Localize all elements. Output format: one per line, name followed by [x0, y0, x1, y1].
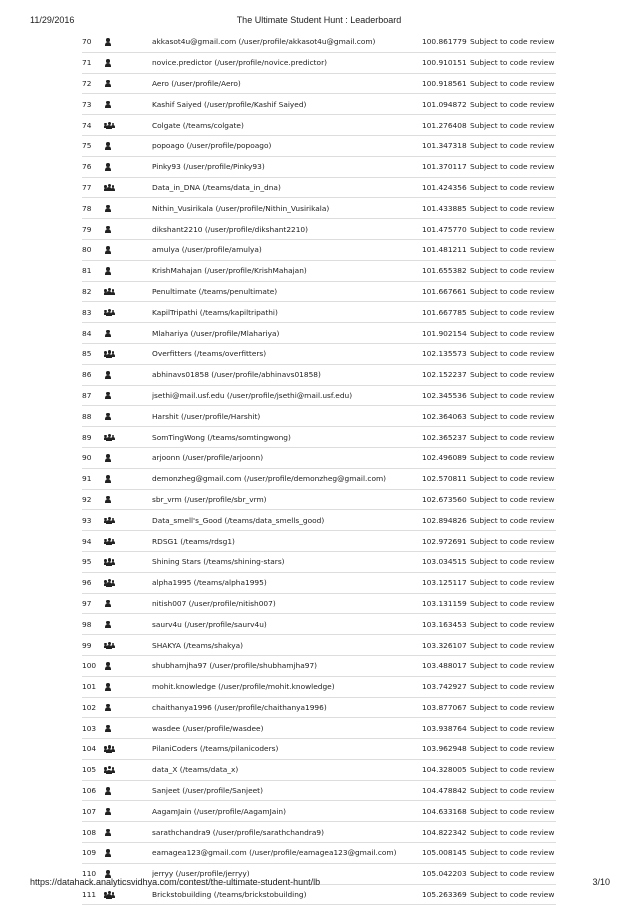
user-icon	[104, 454, 116, 462]
participant-type-cell	[104, 260, 152, 281]
team-icon	[104, 184, 116, 192]
rank-cell: 91	[82, 468, 104, 489]
table-row	[82, 635, 556, 656]
user-icon	[104, 496, 116, 504]
rank-cell: 72	[82, 73, 104, 94]
participant-link[interactable]: SHAKYA (/teams/shakya)	[152, 635, 422, 656]
score-cell: 101.433885	[422, 198, 470, 219]
score-cell: 103.938764	[422, 718, 470, 739]
user-icon	[104, 163, 116, 171]
participant-type-cell	[104, 718, 152, 739]
participant-type-cell	[104, 593, 152, 614]
score-cell: 103.877067	[422, 697, 470, 718]
participant-type-cell	[104, 94, 152, 115]
team-icon	[104, 766, 116, 774]
table-row	[82, 780, 556, 801]
rank-cell: 75	[82, 135, 104, 156]
status-cell: Subject to code review	[470, 489, 556, 510]
participant-type-cell	[104, 343, 152, 364]
user-icon	[104, 392, 116, 400]
participant-link[interactable]: Nithin_Vusirikala (/user/profile/Nithin_Vusirikala)	[152, 198, 422, 219]
table-row	[82, 531, 556, 552]
status-cell: Subject to code review	[470, 447, 556, 468]
participant-link[interactable]: KapilTripathi (/teams/kapiltripathi)	[152, 302, 422, 323]
participant-type-cell	[104, 385, 152, 406]
table-row	[82, 156, 556, 177]
score-cell: 103.326107	[422, 635, 470, 656]
team-icon	[104, 288, 116, 296]
rank-cell: 94	[82, 531, 104, 552]
team-icon	[104, 309, 116, 317]
user-icon	[104, 330, 116, 338]
table-row	[82, 364, 556, 385]
rank-cell: 93	[82, 510, 104, 531]
participant-type-cell	[104, 115, 152, 136]
participant-link[interactable]: RDSG1 (/teams/rdsg1)	[152, 531, 422, 552]
participant-type-cell	[104, 780, 152, 801]
table-row	[82, 281, 556, 302]
score-cell: 103.962948	[422, 739, 470, 760]
participant-link[interactable]: Shining Stars (/teams/shining-stars)	[152, 551, 422, 572]
status-cell: Subject to code review	[470, 385, 556, 406]
rank-cell: 97	[82, 593, 104, 614]
table-row	[82, 593, 556, 614]
status-cell: Subject to code review	[470, 343, 556, 364]
table-row	[82, 822, 556, 843]
status-cell: Subject to code review	[470, 614, 556, 635]
status-cell: Subject to code review	[470, 198, 556, 219]
participant-link[interactable]: sbr_vrm (/user/profile/sbr_vrm)	[152, 489, 422, 510]
table-row	[82, 260, 556, 281]
status-cell: Subject to code review	[470, 635, 556, 656]
score-cell: 103.163453	[422, 614, 470, 635]
participant-link[interactable]: sarathchandra9 (/user/profile/sarathchandra9)	[152, 822, 422, 843]
table-row	[82, 94, 556, 115]
user-icon	[104, 683, 116, 691]
rank-cell: 104	[82, 739, 104, 760]
participant-type-cell	[104, 655, 152, 676]
status-cell: Subject to code review	[470, 739, 556, 760]
participant-link[interactable]: Mlahariya (/user/profile/Mlahariya)	[152, 323, 422, 344]
participant-type-cell	[104, 323, 152, 344]
rank-cell: 107	[82, 801, 104, 822]
rank-cell: 106	[82, 780, 104, 801]
user-icon	[104, 475, 116, 483]
rank-cell: 85	[82, 343, 104, 364]
page-title: The Ultimate Student Hunt : Leaderboard	[236, 15, 402, 25]
score-cell: 101.094872	[422, 94, 470, 115]
participant-type-cell	[104, 676, 152, 697]
status-cell: Subject to code review	[470, 364, 556, 385]
participant-link[interactable]: AagamJain (/user/profile/AagamJain)	[152, 801, 422, 822]
user-icon	[104, 205, 116, 213]
score-cell: 103.131159	[422, 593, 470, 614]
score-cell: 103.742927	[422, 676, 470, 697]
participant-type-cell	[104, 364, 152, 385]
user-icon	[104, 662, 116, 670]
participant-type-cell	[104, 551, 152, 572]
status-cell: Subject to code review	[470, 593, 556, 614]
participant-link[interactable]: Brickstobuilding (/teams/brickstobuilding)	[152, 884, 422, 905]
score-cell: 102.972691	[422, 531, 470, 552]
participant-link[interactable]: Sanjeet (/user/profile/Sanjeet)	[152, 780, 422, 801]
rank-cell: 89	[82, 427, 104, 448]
rank-cell: 96	[82, 572, 104, 593]
user-icon	[104, 725, 116, 733]
status-cell: Subject to code review	[470, 177, 556, 198]
participant-link[interactable]: abhinavs01858 (/user/profile/abhinavs01858)	[152, 364, 422, 385]
score-cell: 102.365237	[422, 427, 470, 448]
score-cell: 101.475770	[422, 219, 470, 240]
score-cell: 102.135573	[422, 343, 470, 364]
status-cell: Subject to code review	[470, 655, 556, 676]
rank-cell: 103	[82, 718, 104, 739]
score-cell: 100.910151	[422, 52, 470, 73]
user-icon	[104, 38, 116, 46]
score-cell: 102.496089	[422, 447, 470, 468]
table-row	[82, 343, 556, 364]
status-cell: Subject to code review	[470, 759, 556, 780]
table-row	[82, 676, 556, 697]
rank-cell: 80	[82, 239, 104, 260]
table-row	[82, 551, 556, 572]
participant-link[interactable]: shubhamjha97 (/user/profile/shubhamjha97)	[152, 655, 422, 676]
leaderboard-body	[82, 32, 556, 905]
table-row	[82, 135, 556, 156]
participant-link[interactable]: Data_in_DNA (/teams/data_in_dna)	[152, 177, 422, 198]
status-cell: Subject to code review	[470, 531, 556, 552]
status-cell: Subject to code review	[470, 427, 556, 448]
status-cell: Subject to code review	[470, 510, 556, 531]
rank-cell: 87	[82, 385, 104, 406]
status-cell: Subject to code review	[470, 863, 556, 884]
user-icon	[104, 600, 116, 608]
rank-cell: 101	[82, 676, 104, 697]
participant-link[interactable]: popoago (/user/profile/popoago)	[152, 135, 422, 156]
status-cell: Subject to code review	[470, 219, 556, 240]
participant-link[interactable]: chaithanya1996 (/user/profile/chaithanya1996)	[152, 697, 422, 718]
rank-cell: 74	[82, 115, 104, 136]
user-icon	[104, 787, 116, 795]
rank-cell: 109	[82, 843, 104, 864]
score-cell: 102.345536	[422, 385, 470, 406]
table-row	[82, 801, 556, 822]
participant-type-cell	[104, 447, 152, 468]
table-row	[82, 614, 556, 635]
participant-link[interactable]: akkasot4u@gmail.com (/user/profile/akkasot4u@gmail.com)	[152, 32, 422, 52]
score-cell: 103.125117	[422, 572, 470, 593]
print-date: 11/29/2016	[30, 15, 75, 25]
user-icon	[104, 142, 116, 150]
table-row	[82, 843, 556, 864]
user-icon	[104, 704, 116, 712]
rank-cell: 86	[82, 364, 104, 385]
participant-type-cell	[104, 635, 152, 656]
table-row	[82, 759, 556, 780]
rank-cell: 81	[82, 260, 104, 281]
score-cell: 104.478842	[422, 780, 470, 801]
print-header	[0, 15, 638, 29]
participant-type-cell	[104, 219, 152, 240]
status-cell: Subject to code review	[470, 676, 556, 697]
participant-link[interactable]: SomTingWong (/teams/somtingwong)	[152, 427, 422, 448]
table-row	[82, 510, 556, 531]
status-cell: Subject to code review	[470, 323, 556, 344]
participant-link[interactable]: jsethi@mail.usf.edu (/user/profile/jsethi@mail.usf.edu)	[152, 385, 422, 406]
rank-cell: 95	[82, 551, 104, 572]
participant-type-cell	[104, 239, 152, 260]
participant-type-cell	[104, 281, 152, 302]
participant-type-cell	[104, 531, 152, 552]
participant-type-cell	[104, 427, 152, 448]
score-cell: 105.042203	[422, 863, 470, 884]
participant-type-cell	[104, 489, 152, 510]
rank-cell: 110	[82, 863, 104, 884]
participant-type-cell	[104, 572, 152, 593]
participant-type-cell	[104, 468, 152, 489]
participant-type-cell	[104, 843, 152, 864]
table-row	[82, 239, 556, 260]
rank-cell: 111	[82, 884, 104, 905]
score-cell: 102.894826	[422, 510, 470, 531]
rank-cell: 76	[82, 156, 104, 177]
rank-cell: 71	[82, 52, 104, 73]
score-cell: 101.276408	[422, 115, 470, 136]
team-icon	[104, 642, 116, 650]
user-icon	[104, 808, 116, 816]
status-cell: Subject to code review	[470, 572, 556, 593]
user-icon	[104, 829, 116, 837]
team-icon	[104, 538, 116, 546]
score-cell: 103.488017	[422, 655, 470, 676]
page-number: 3/10	[592, 877, 610, 887]
participant-link[interactable]: dikshant2210 (/user/profile/dikshant2210)	[152, 219, 422, 240]
table-row	[82, 73, 556, 94]
table-row	[82, 302, 556, 323]
participant-type-cell	[104, 198, 152, 219]
rank-cell: 70	[82, 32, 104, 52]
participant-type-cell	[104, 406, 152, 427]
participant-link[interactable]: arjoonn (/user/profile/arjoonn)	[152, 447, 422, 468]
participant-type-cell	[104, 822, 152, 843]
rank-cell: 78	[82, 198, 104, 219]
participant-type-cell	[104, 32, 152, 52]
participant-link[interactable]: wasdee (/user/profile/wasdee)	[152, 718, 422, 739]
rank-cell: 100	[82, 655, 104, 676]
participant-link[interactable]: Data_smell's_Good (/teams/data_smells_good)	[152, 510, 422, 531]
team-icon	[104, 350, 116, 358]
rank-cell: 77	[82, 177, 104, 198]
status-cell: Subject to code review	[470, 718, 556, 739]
table-row	[82, 489, 556, 510]
participant-type-cell	[104, 510, 152, 531]
status-cell: Subject to code review	[470, 801, 556, 822]
table-row	[82, 718, 556, 739]
table-row	[82, 323, 556, 344]
status-cell: Subject to code review	[470, 94, 556, 115]
page-url: https://datahack.analyticsvidhya.com/contest/the-ultimate-student-hunt/lb	[30, 877, 321, 887]
participant-link[interactable]: nitish007 (/user/profile/nitish007)	[152, 593, 422, 614]
table-row	[82, 177, 556, 198]
participant-link[interactable]: eamagea123@gmail.com (/user/profile/eamagea123@gmail.com)	[152, 843, 422, 864]
team-icon	[104, 558, 116, 566]
rank-cell: 79	[82, 219, 104, 240]
rank-cell: 82	[82, 281, 104, 302]
table-row	[82, 32, 556, 52]
table-row	[82, 697, 556, 718]
score-cell: 100.918561	[422, 73, 470, 94]
user-icon	[104, 246, 116, 254]
print-footer	[0, 877, 638, 891]
table-row	[82, 198, 556, 219]
rank-cell: 84	[82, 323, 104, 344]
participant-link[interactable]: Overfitters (/teams/overfitters)	[152, 343, 422, 364]
table-row	[82, 572, 556, 593]
participant-type-cell	[104, 697, 152, 718]
score-cell: 102.152237	[422, 364, 470, 385]
table-row	[82, 406, 556, 427]
table-row	[82, 385, 556, 406]
participant-link[interactable]: PilaniCoders (/teams/pilanicoders)	[152, 739, 422, 760]
score-cell: 101.481211	[422, 239, 470, 260]
team-icon	[104, 579, 116, 587]
participant-link[interactable]: Aero (/user/profile/Aero)	[152, 73, 422, 94]
rank-cell: 90	[82, 447, 104, 468]
status-cell: Subject to code review	[470, 697, 556, 718]
participant-link[interactable]: data_X (/teams/data_x)	[152, 759, 422, 780]
score-cell: 101.370117	[422, 156, 470, 177]
status-cell: Subject to code review	[470, 884, 556, 905]
leaderboard-table	[82, 32, 556, 905]
status-cell: Subject to code review	[470, 135, 556, 156]
participant-type-cell	[104, 759, 152, 780]
score-cell: 105.263369	[422, 884, 470, 905]
status-cell: Subject to code review	[470, 115, 556, 136]
score-cell: 104.328005	[422, 759, 470, 780]
score-cell: 101.655382	[422, 260, 470, 281]
score-cell: 103.034515	[422, 551, 470, 572]
score-cell: 102.364063	[422, 406, 470, 427]
user-icon	[104, 413, 116, 421]
score-cell: 105.008145	[422, 843, 470, 864]
user-icon	[104, 226, 116, 234]
participant-type-cell	[104, 156, 152, 177]
table-row	[82, 52, 556, 73]
table-row	[82, 115, 556, 136]
status-cell: Subject to code review	[470, 551, 556, 572]
participant-type-cell	[104, 135, 152, 156]
rank-cell: 88	[82, 406, 104, 427]
user-icon	[104, 101, 116, 109]
table-row	[82, 427, 556, 448]
participant-link[interactable]: mohit.knowledge (/user/profile/mohit.knowledge)	[152, 676, 422, 697]
team-icon	[104, 434, 116, 442]
rank-cell: 98	[82, 614, 104, 635]
participant-type-cell	[104, 614, 152, 635]
rank-cell: 105	[82, 759, 104, 780]
participant-type-cell	[104, 801, 152, 822]
team-icon	[104, 891, 116, 899]
table-row	[82, 447, 556, 468]
status-cell: Subject to code review	[470, 468, 556, 489]
score-cell: 104.822342	[422, 822, 470, 843]
participant-link[interactable]: Penultimate (/teams/penultimate)	[152, 281, 422, 302]
table-row	[82, 219, 556, 240]
status-cell: Subject to code review	[470, 406, 556, 427]
status-cell: Subject to code review	[470, 260, 556, 281]
status-cell: Subject to code review	[470, 52, 556, 73]
user-icon	[104, 80, 116, 88]
rank-cell: 99	[82, 635, 104, 656]
participant-type-cell	[104, 177, 152, 198]
participant-link[interactable]: alpha1995 (/teams/alpha1995)	[152, 572, 422, 593]
score-cell: 102.673560	[422, 489, 470, 510]
team-icon	[104, 745, 116, 753]
score-cell: 102.570811	[422, 468, 470, 489]
user-icon	[104, 59, 116, 67]
status-cell: Subject to code review	[470, 302, 556, 323]
participant-link[interactable]: novice.predictor (/user/profile/novice.predictor)	[152, 52, 422, 73]
score-cell: 101.424356	[422, 177, 470, 198]
participant-link[interactable]: saurv4u (/user/profile/saurv4u)	[152, 614, 422, 635]
table-row	[82, 468, 556, 489]
rank-cell: 92	[82, 489, 104, 510]
score-cell: 101.347318	[422, 135, 470, 156]
table-row	[82, 655, 556, 676]
participant-link[interactable]: Kashif Saiyed (/user/profile/Kashif Saiyed)	[152, 94, 422, 115]
status-cell: Subject to code review	[470, 156, 556, 177]
participant-type-cell	[104, 73, 152, 94]
participant-link[interactable]: Harshit (/user/profile/Harshit)	[152, 406, 422, 427]
participant-link[interactable]: amulya (/user/profile/amulya)	[152, 239, 422, 260]
participant-link[interactable]: Pinky93 (/user/profile/Pinky93)	[152, 156, 422, 177]
team-icon	[104, 517, 116, 525]
user-icon	[104, 371, 116, 379]
rank-cell: 83	[82, 302, 104, 323]
score-cell: 100.861779	[422, 32, 470, 52]
user-icon	[104, 267, 116, 275]
participant-link[interactable]: Colgate (/teams/colgate)	[152, 115, 422, 136]
rank-cell: 108	[82, 822, 104, 843]
rank-cell: 102	[82, 697, 104, 718]
participant-link[interactable]: demonzheg@gmail.com (/user/profile/demonzheg@gmail.com)	[152, 468, 422, 489]
participant-type-cell	[104, 739, 152, 760]
rank-cell: 73	[82, 94, 104, 115]
score-cell: 101.667785	[422, 302, 470, 323]
status-cell: Subject to code review	[470, 780, 556, 801]
status-cell: Subject to code review	[470, 822, 556, 843]
status-cell: Subject to code review	[470, 239, 556, 260]
status-cell: Subject to code review	[470, 73, 556, 94]
table-row	[82, 739, 556, 760]
participant-type-cell	[104, 52, 152, 73]
user-icon	[104, 849, 116, 857]
score-cell: 101.902154	[422, 323, 470, 344]
participant-type-cell	[104, 302, 152, 323]
user-icon	[104, 621, 116, 629]
participant-link[interactable]: KrishMahajan (/user/profile/KrishMahajan)	[152, 260, 422, 281]
score-cell: 104.633168	[422, 801, 470, 822]
status-cell: Subject to code review	[470, 32, 556, 52]
status-cell: Subject to code review	[470, 843, 556, 864]
status-cell: Subject to code review	[470, 281, 556, 302]
team-icon	[104, 122, 116, 130]
participant-link[interactable]: jerryy (/user/profile/jerryy)	[152, 863, 422, 884]
score-cell: 101.667661	[422, 281, 470, 302]
